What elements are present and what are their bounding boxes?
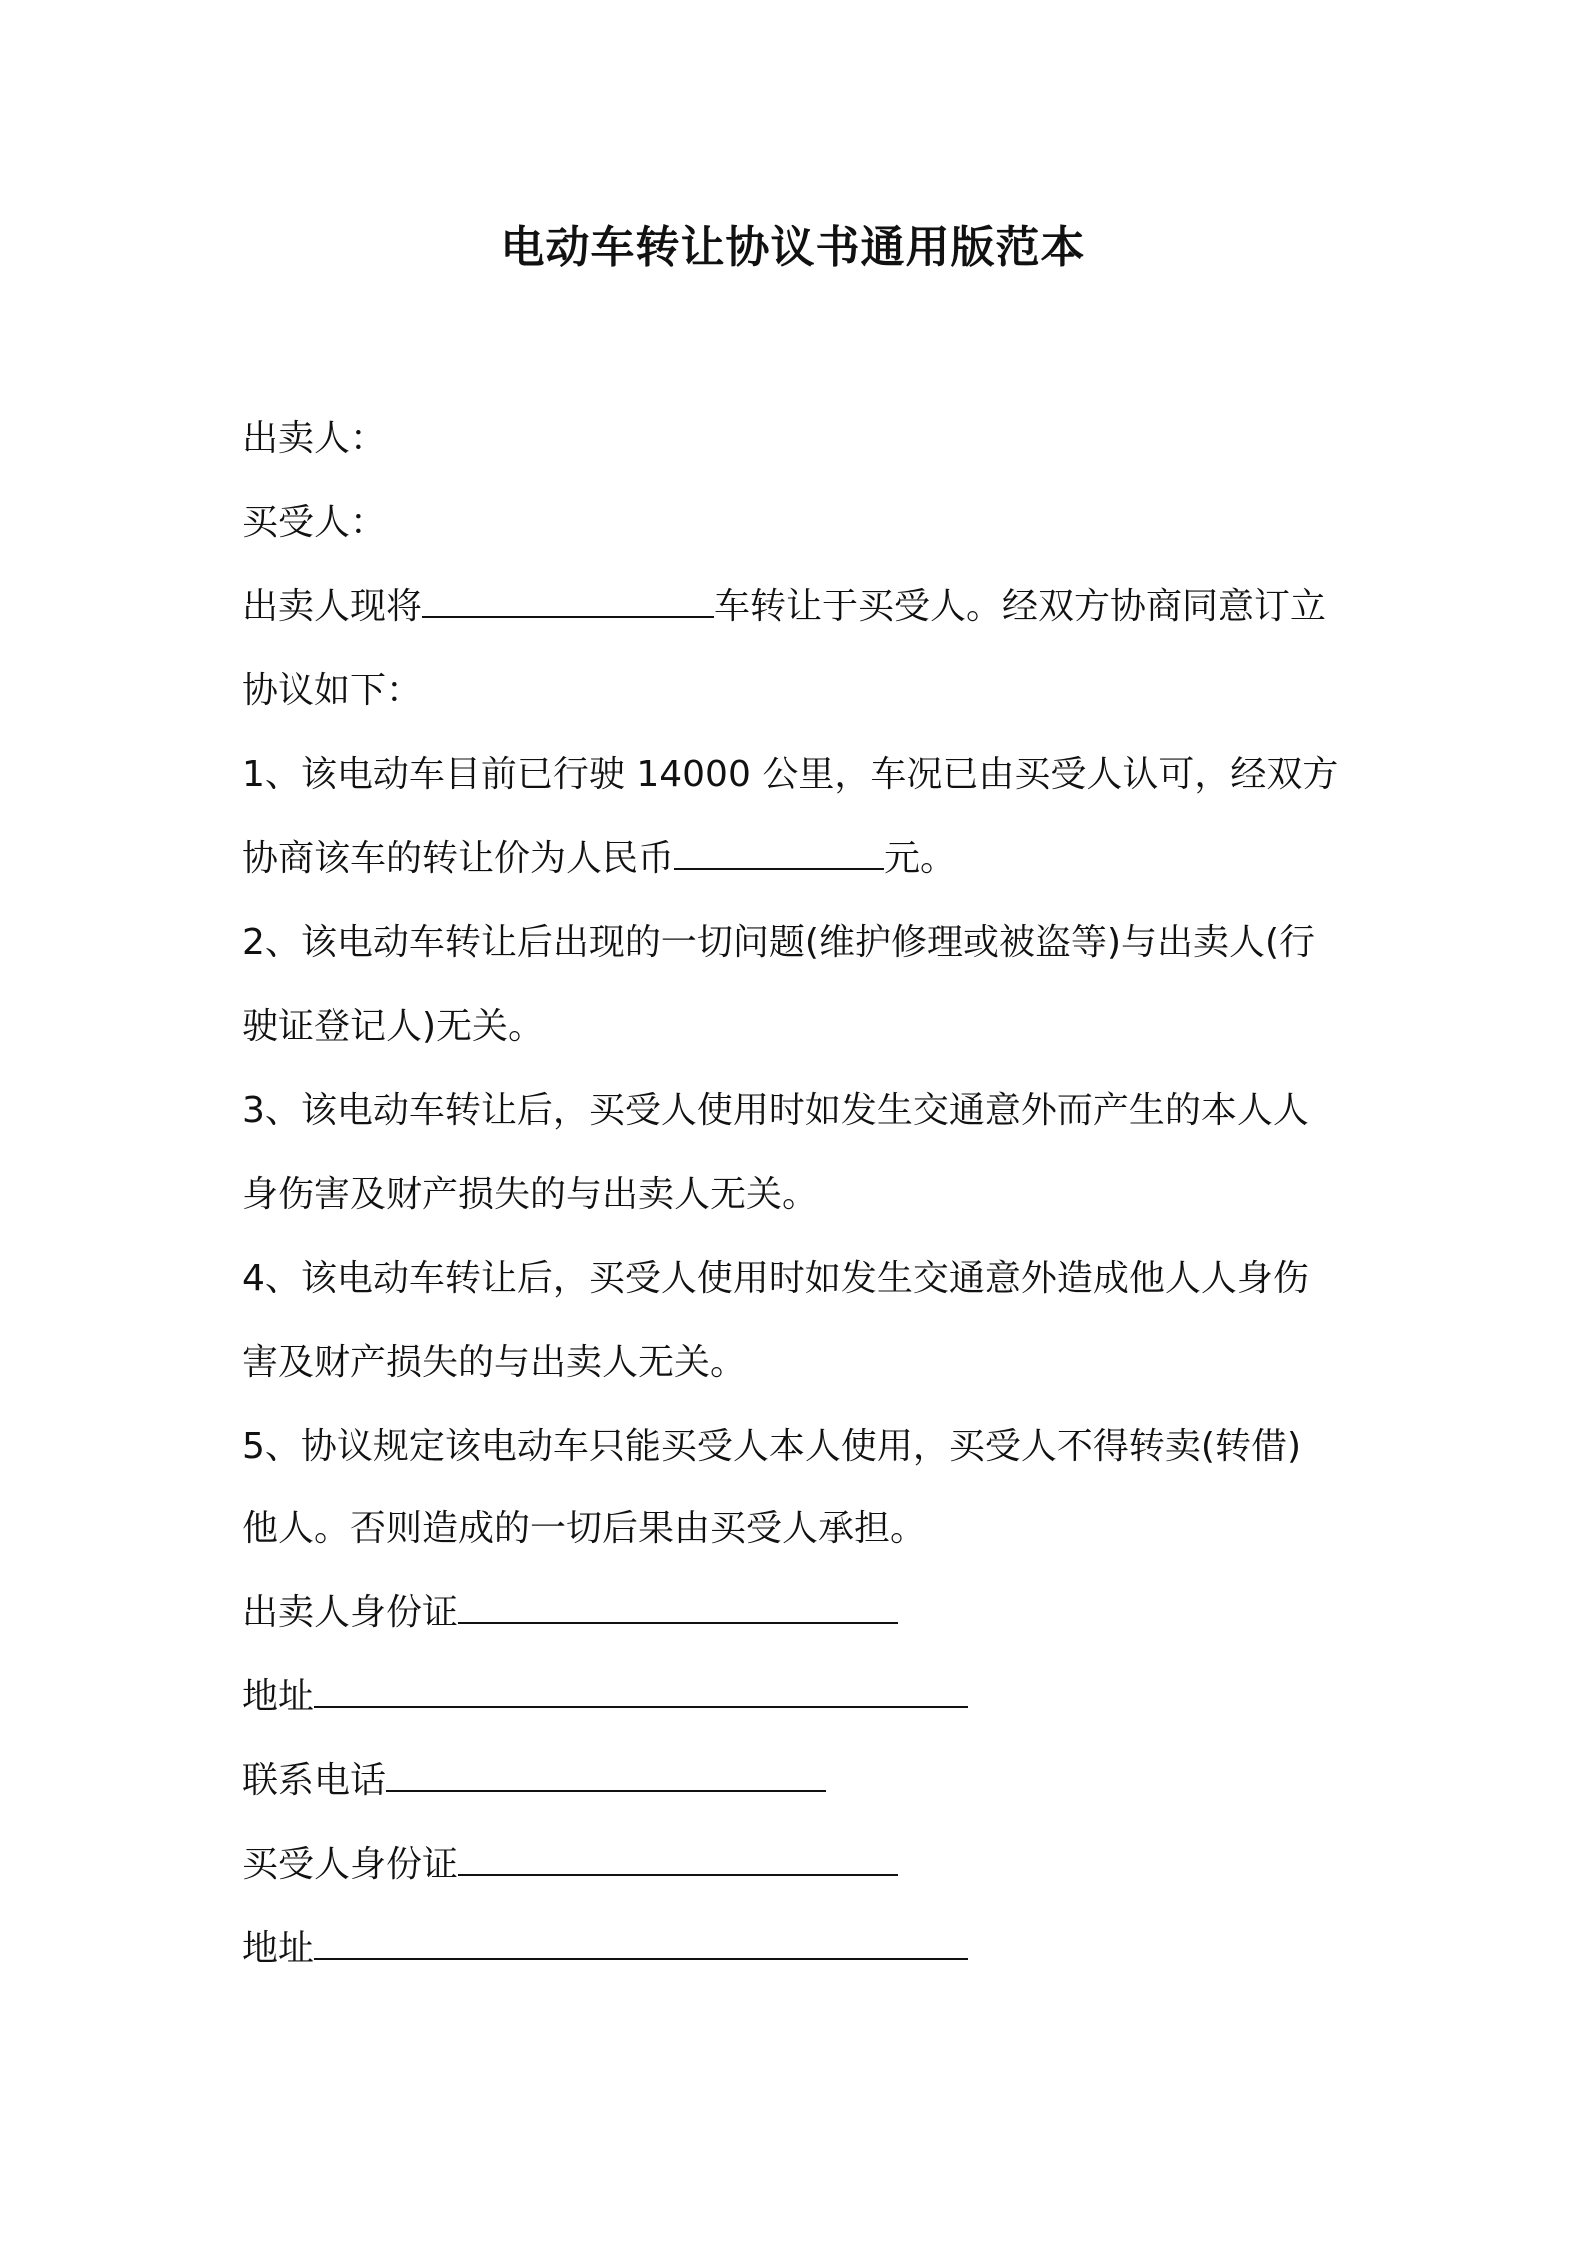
clause-3-line-1: 3、该电动车转让后，买受人使用时如发生交通意外而产生的本人人: [242, 1090, 1309, 1131]
clause-1-text-b: 协商该车的转让价为人民币: [242, 838, 675, 879]
clause-3-line-2: 身伤害及财产损失的与出卖人无关。: [242, 1174, 819, 1215]
intro-text-a: 出卖人现将: [242, 586, 423, 627]
clause-5-line-1: 5、协议规定该电动车只能买受人本人使用，买受人不得转卖(转借): [242, 1426, 1301, 1467]
document-title: 电动车转让协议书通用版范本: [500, 222, 1086, 273]
buyer-id-blank: [458, 1844, 898, 1876]
buyer-label: 买受人：: [242, 502, 387, 543]
buyer-id-line: [242, 1836, 898, 1887]
seller-id-line: [242, 1584, 898, 1635]
seller-label: 出卖人：: [242, 418, 387, 459]
seller-phone-line: [242, 1752, 826, 1803]
seller-phone-blank: [386, 1760, 826, 1792]
buyer-address-line: [242, 1920, 968, 1971]
seller-id-label: 出卖人身份证: [242, 1592, 459, 1633]
seller-address-line: [242, 1668, 968, 1719]
vehicle-blank: [422, 586, 714, 618]
clause-4-line-2: 害及财产损失的与出卖人无关。: [242, 1342, 747, 1383]
buyer-address-label: 地址: [242, 1928, 315, 1969]
seller-address-label: 地址: [242, 1676, 315, 1717]
intro-text-b: 车转让于买受人。经双方协商同意订立: [714, 586, 1327, 627]
intro-line-1: [242, 578, 1326, 629]
price-blank: [674, 838, 884, 870]
buyer-id-label: 买受人身份证: [242, 1844, 459, 1885]
seller-id-blank: [458, 1592, 898, 1624]
clause-2-line-2: 驶证登记人)无关。: [242, 1006, 545, 1047]
clause-5-line-2: 他人。否则造成的一切后果由买受人承担。: [242, 1508, 927, 1549]
clause-2-line-1: 2、该电动车转让后出现的一切问题(维护修理或被盗等)与出卖人(行: [242, 922, 1316, 963]
buyer-address-blank: [314, 1928, 968, 1960]
clause-1-line-2: [242, 830, 956, 881]
clause-1-text-c: 元。: [884, 838, 957, 879]
seller-phone-label: 联系电话: [242, 1760, 387, 1801]
clause-4-line-1: 4、该电动车转让后，买受人使用时如发生交通意外造成他人人身伤: [242, 1258, 1309, 1299]
intro-line-2: 协议如下：: [242, 670, 423, 711]
clause-1-line-1: 1、该电动车目前已行驶 14000 公里，车况已由买受人认可，经双方: [242, 754, 1339, 795]
seller-address-blank: [314, 1676, 968, 1708]
